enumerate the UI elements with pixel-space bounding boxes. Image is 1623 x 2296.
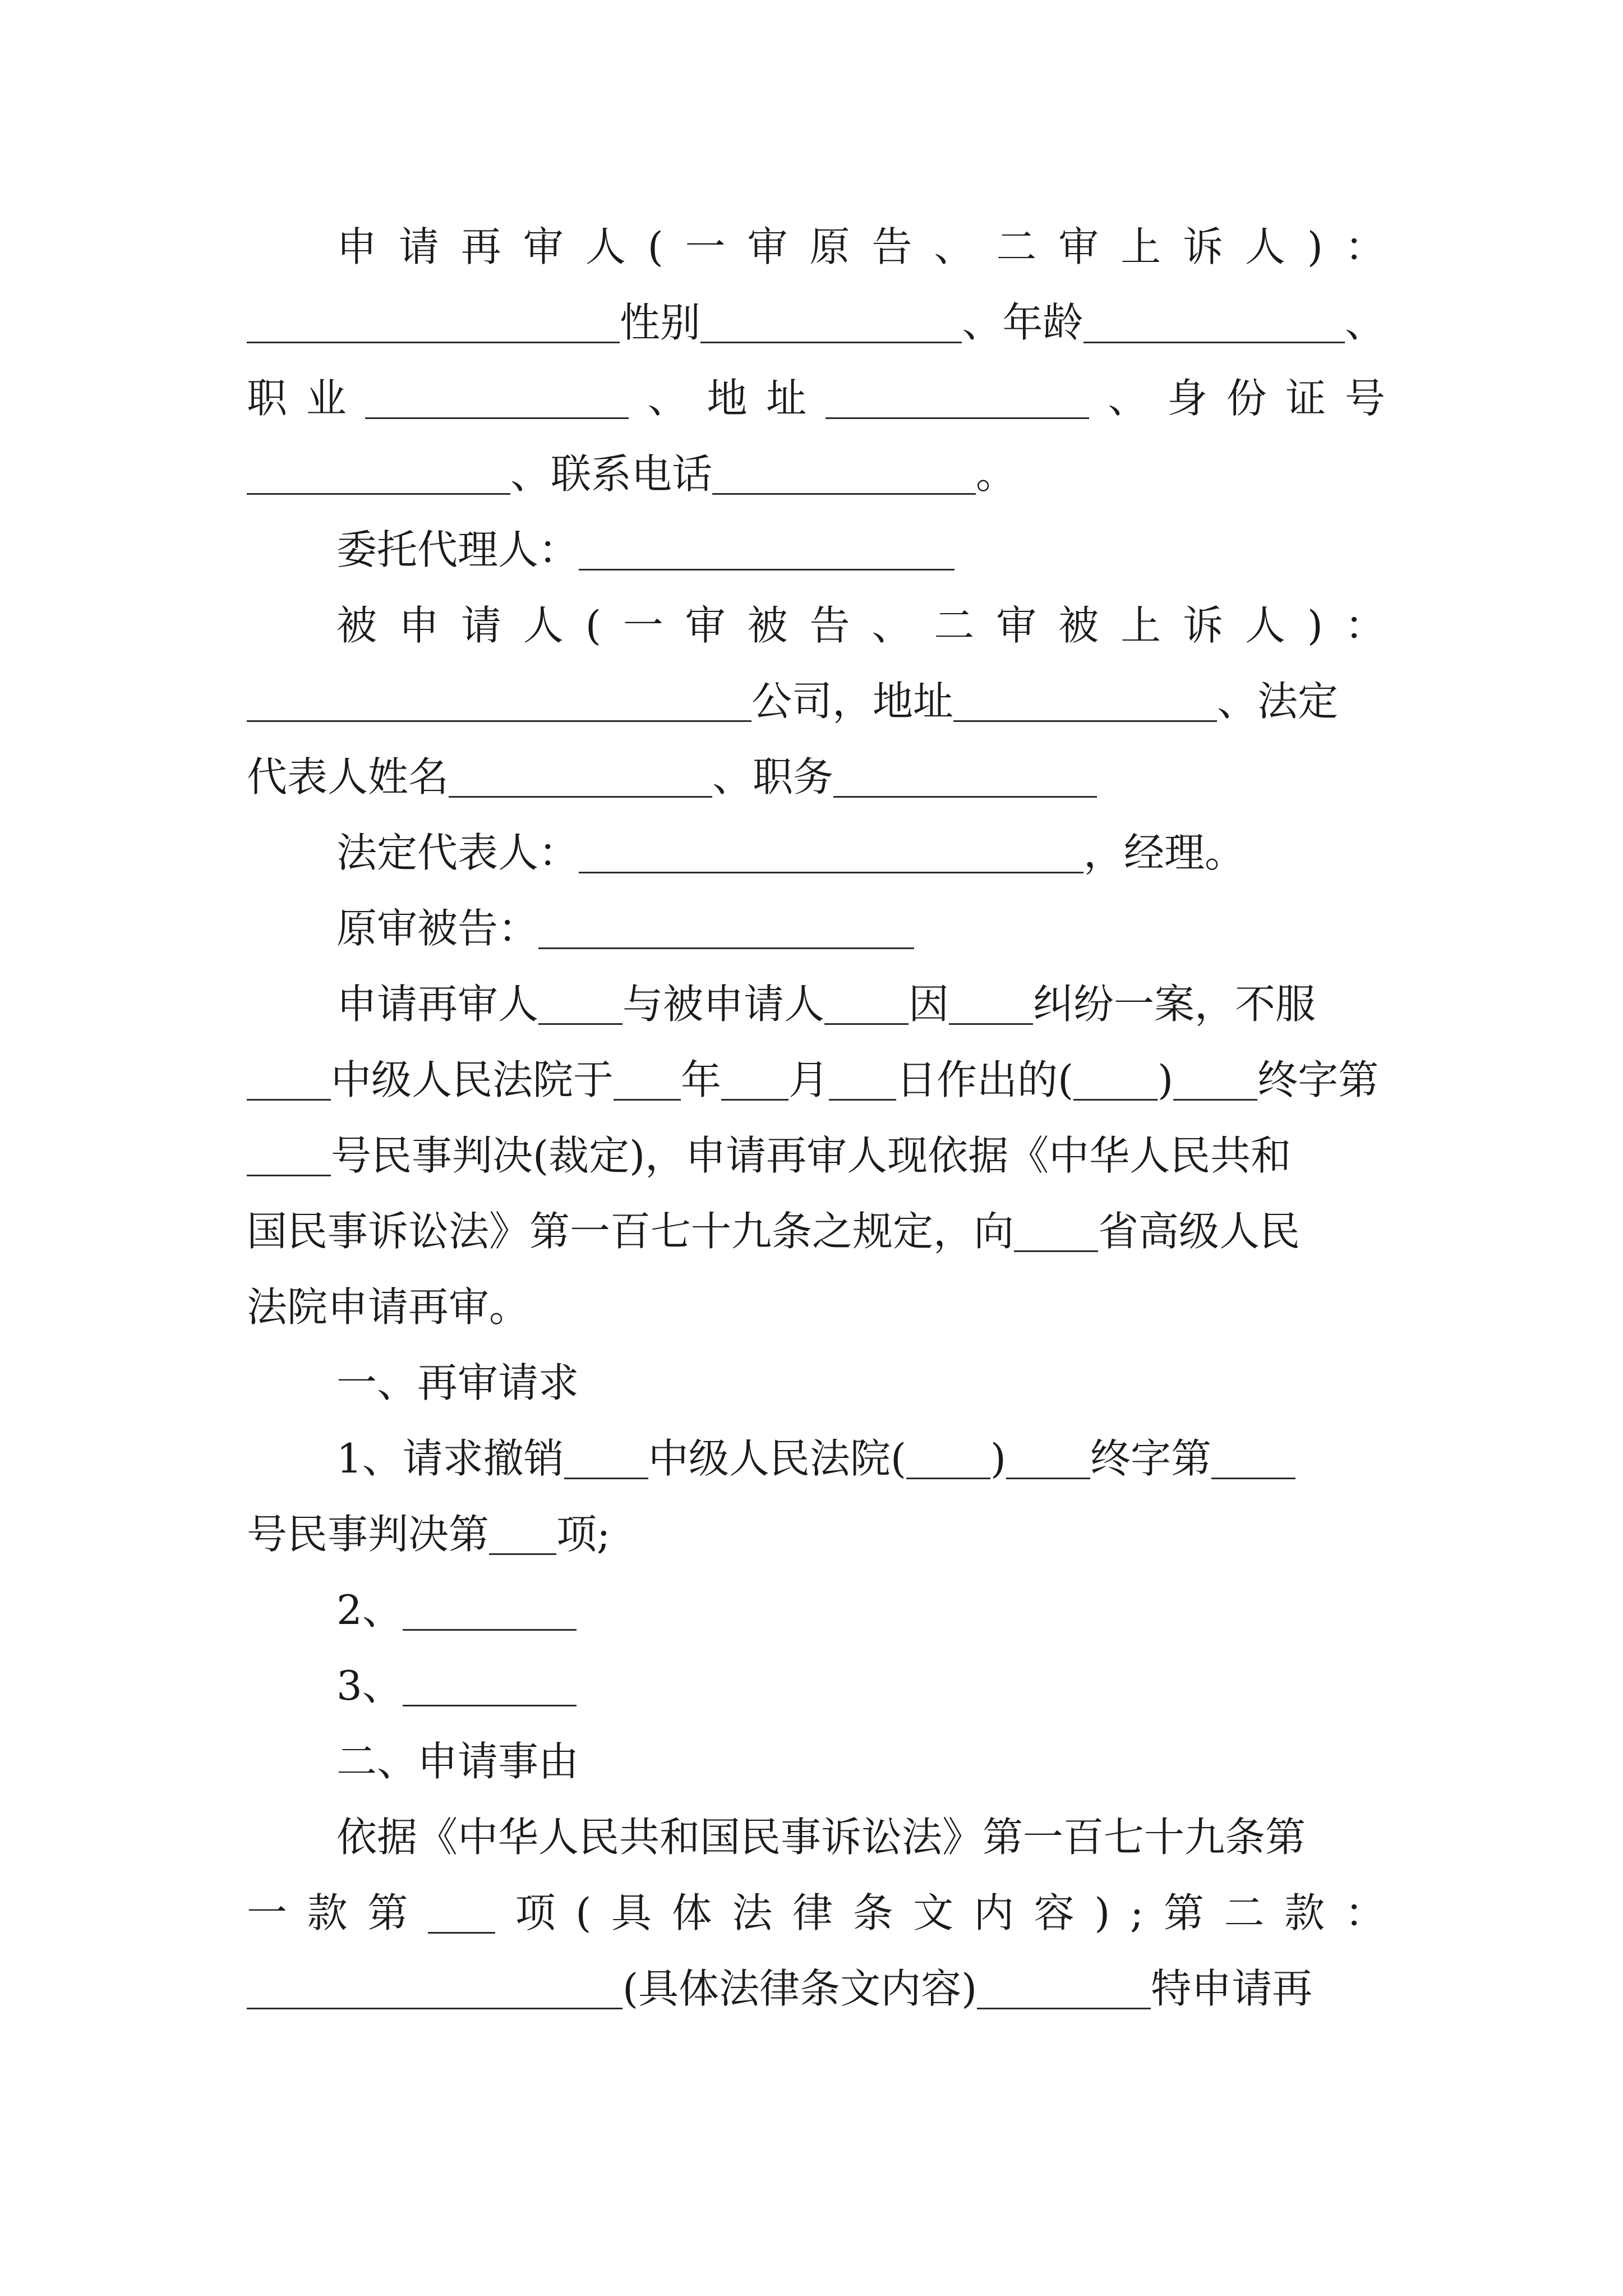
- text: 国民事诉讼法》第一百七十九条之规定，向: [247, 1208, 1015, 1255]
- char: 请: [398, 223, 439, 270]
- rep-name-label: 代表人姓名: [247, 753, 449, 800]
- char: 诉: [1182, 223, 1223, 270]
- section-heading: 一、再审请求: [336, 1359, 579, 1406]
- text: 与被申请人: [623, 981, 825, 1028]
- char: 业: [306, 375, 347, 422]
- char: 、: [1108, 375, 1149, 422]
- case-line-5: [247, 1273, 1385, 1341]
- age-label: 、年龄: [962, 299, 1083, 346]
- char: 身: [1166, 375, 1207, 422]
- char: 具: [611, 1889, 652, 1936]
- text: 法院申请再审。: [247, 1283, 530, 1331]
- original-defendant-line: [336, 895, 1385, 962]
- char: 告: [809, 602, 850, 649]
- request-item-3: [336, 1652, 1385, 1719]
- char: 一: [623, 602, 663, 649]
- char: 原: [809, 223, 850, 270]
- legal-rep-blank[interactable]: [579, 832, 1083, 873]
- item-number: 2、: [336, 1586, 403, 1634]
- text: 申请再审人: [336, 981, 539, 1028]
- char: 款: [1284, 1889, 1325, 1936]
- text: 号民事判决第: [247, 1511, 490, 1558]
- position-label: 、职务: [712, 753, 834, 800]
- case-year-blank[interactable]: [1073, 1060, 1158, 1101]
- char: 律: [792, 1889, 833, 1936]
- revoke-year-blank[interactable]: [906, 1438, 990, 1479]
- char: 被: [747, 602, 788, 649]
- case-number-blank[interactable]: [247, 1135, 331, 1176]
- address-blank[interactable]: [826, 378, 1089, 419]
- char: 内: [973, 1889, 1014, 1936]
- text: 项;: [556, 1511, 611, 1558]
- char: 号: [1344, 375, 1385, 422]
- request-item-2: [336, 1576, 1385, 1644]
- case-line-1: [336, 970, 1385, 1038]
- text: ): [1158, 1056, 1174, 1103]
- original-defendant-blank[interactable]: [538, 908, 914, 949]
- text: 省高级人民: [1098, 1208, 1301, 1255]
- text: 年: [681, 1056, 722, 1103]
- text: 月: [789, 1056, 829, 1103]
- reason-blank[interactable]: [977, 1968, 1151, 2009]
- char: 址: [766, 375, 807, 422]
- manager-suffix: ，经理。: [1083, 829, 1246, 876]
- company-address-blank[interactable]: [953, 681, 1217, 722]
- text: 中级人民法院于: [331, 1056, 614, 1103]
- char: 、: [872, 602, 912, 649]
- section-heading: 二、申请事由: [336, 1738, 579, 1785]
- char: (: [585, 602, 601, 649]
- char: 项: [515, 1889, 556, 1936]
- char: 法: [732, 1889, 773, 1936]
- char: ：: [1344, 1889, 1385, 1936]
- agent-label: 委托代理人：: [336, 526, 579, 573]
- case-code-blank[interactable]: [1173, 1060, 1257, 1101]
- text: 终字第: [1257, 1056, 1379, 1103]
- respondent-line-2: [247, 668, 1385, 735]
- char: 文: [913, 1889, 954, 1936]
- section-1-heading: [336, 1349, 1385, 1416]
- gender-blank[interactable]: [700, 302, 962, 343]
- request-item-1-cont: [247, 1501, 1385, 1568]
- char: 请: [460, 602, 501, 649]
- rep-name-blank[interactable]: [449, 757, 712, 798]
- year-blank[interactable]: [614, 1060, 681, 1101]
- position-blank[interactable]: [833, 757, 1097, 798]
- text: ): [990, 1435, 1006, 1482]
- id-number-blank[interactable]: [247, 454, 510, 495]
- char: 第: [367, 1889, 408, 1936]
- revoke-number-blank[interactable]: [1211, 1438, 1295, 1479]
- month-blank[interactable]: [721, 1060, 789, 1101]
- char: 审: [685, 602, 726, 649]
- char: 人: [1244, 602, 1285, 649]
- respondent-heading: [336, 592, 1385, 659]
- char: 地: [707, 375, 748, 422]
- char: 被: [1058, 602, 1099, 649]
- text: 中级人民法院(: [648, 1435, 906, 1482]
- char: 审: [996, 602, 1037, 649]
- request-item-1: [336, 1425, 1385, 1492]
- char: (: [575, 1889, 592, 1936]
- char: ): [1094, 1889, 1110, 1936]
- char: ): [1307, 223, 1323, 270]
- char: 二: [934, 602, 975, 649]
- char: 份: [1226, 375, 1267, 422]
- char: 告: [872, 223, 912, 270]
- text: (具体法律条文内容): [623, 1965, 978, 2012]
- request-2-blank[interactable]: [403, 1590, 577, 1631]
- court-blank[interactable]: [247, 1060, 331, 1101]
- text: 依据《中华人民共和国民事诉讼法》第一百七十九条第: [336, 1814, 1306, 1861]
- applicant-heading: [336, 213, 1385, 280]
- clause-item-blank[interactable]: [428, 1893, 495, 1934]
- char: 二: [996, 223, 1037, 270]
- char: ;: [1129, 1889, 1144, 1936]
- case-line-4: [247, 1198, 1385, 1265]
- respondent-line-3: [247, 743, 1385, 811]
- company-address-label: 公司，地址: [751, 678, 954, 725]
- char: 人: [523, 602, 564, 649]
- text: 纠纷一案，不服: [1033, 981, 1316, 1028]
- char: 一: [685, 223, 726, 270]
- reason-line-3: [247, 1955, 1385, 2022]
- char: ：: [1344, 223, 1385, 270]
- separator: 、: [1344, 299, 1385, 346]
- request-3-blank[interactable]: [403, 1665, 577, 1706]
- revoke-court-blank[interactable]: [564, 1438, 648, 1479]
- age-blank[interactable]: [1083, 302, 1345, 343]
- section-2-heading: [336, 1728, 1385, 1795]
- reason-line-2: [247, 1879, 1385, 1947]
- text: 特申请再: [1151, 1965, 1313, 2012]
- char: 二: [1224, 1889, 1265, 1936]
- char: 上: [1121, 602, 1161, 649]
- reason-line-1: [336, 1803, 1385, 1871]
- text: 号民事判决(裁定)，申请再审人现依据《中华人民共: [331, 1132, 1251, 1179]
- char: 审: [1058, 223, 1099, 270]
- phone-label: 、联系电话: [510, 450, 713, 498]
- text: 日作出的(: [896, 1056, 1074, 1103]
- char: 第: [1163, 1889, 1204, 1936]
- char: 被: [336, 602, 377, 649]
- name-blank[interactable]: [247, 302, 620, 343]
- char: 申: [336, 223, 377, 270]
- period: 。: [976, 450, 1017, 498]
- text: 和: [1251, 1132, 1292, 1179]
- char: ): [1307, 602, 1323, 649]
- company-blank[interactable]: [247, 681, 751, 722]
- char: 、: [934, 223, 975, 270]
- text: 1、请求撤销: [336, 1435, 564, 1482]
- applicant-line-2: [247, 289, 1385, 356]
- char: 审: [523, 223, 564, 270]
- char: 一: [247, 1889, 288, 1936]
- respondent-blank[interactable]: [824, 984, 909, 1025]
- text: 因: [909, 981, 949, 1028]
- char: 容: [1034, 1889, 1075, 1936]
- char: 人: [585, 223, 626, 270]
- legal-rep-label: 、法定: [1217, 678, 1339, 725]
- char: 上: [1121, 223, 1161, 270]
- char: 人: [1244, 223, 1285, 270]
- applicant-blank[interactable]: [538, 984, 623, 1025]
- char: 条: [852, 1889, 893, 1936]
- occupation-blank[interactable]: [365, 378, 629, 419]
- char: 证: [1285, 375, 1326, 422]
- province-blank[interactable]: [1014, 1211, 1098, 1252]
- item-number-blank[interactable]: [489, 1514, 556, 1555]
- char: 职: [247, 375, 288, 422]
- item-number: 3、: [336, 1662, 403, 1709]
- char: ：: [1344, 602, 1385, 649]
- char: 款: [307, 1889, 348, 1936]
- char: 申: [398, 602, 439, 649]
- applicant-line-3: [247, 365, 1385, 432]
- char: 诉: [1182, 602, 1223, 649]
- char: 体: [671, 1889, 712, 1936]
- char: 再: [460, 223, 501, 270]
- applicant-line-4: [247, 440, 1385, 508]
- char: 审: [747, 223, 788, 270]
- legal-rep-line: [336, 819, 1385, 886]
- char: 、: [647, 375, 688, 422]
- char: (: [647, 223, 663, 270]
- case-line-3: [247, 1122, 1385, 1189]
- legal-rep-field-label: 法定代表人：: [336, 829, 579, 876]
- clause-2-blank[interactable]: [247, 1968, 623, 2009]
- agent-line: [336, 516, 1385, 583]
- revoke-code-blank[interactable]: [1006, 1438, 1090, 1479]
- phone-blank[interactable]: [712, 454, 976, 495]
- gender-label: 性别: [619, 299, 700, 346]
- agent-blank[interactable]: [579, 530, 955, 570]
- case-line-2: [247, 1046, 1385, 1114]
- original-defendant-label: 原审被告：: [336, 905, 539, 952]
- day-blank[interactable]: [829, 1060, 896, 1101]
- text: 终字第: [1090, 1435, 1212, 1482]
- dispute-blank[interactable]: [949, 984, 1033, 1025]
